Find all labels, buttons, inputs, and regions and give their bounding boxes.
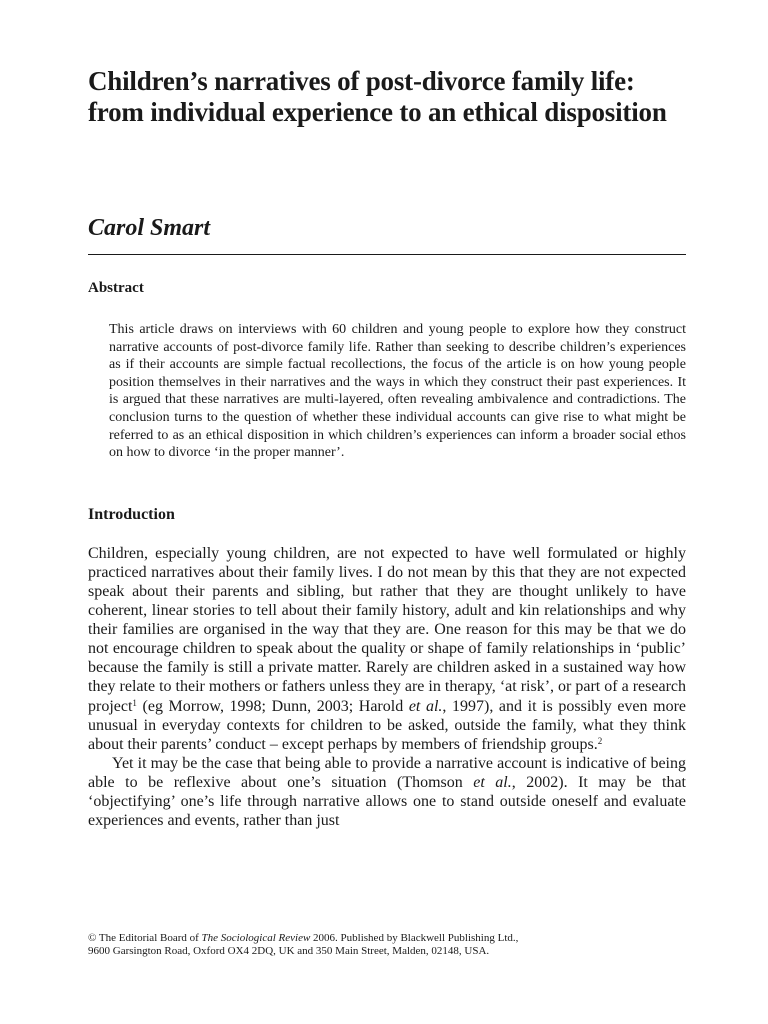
footer-line-2: 9600 Garsington Road, Oxford OX4 2DQ, UK and 350 Main Street, Malden, 02148, USA. (88, 944, 490, 957)
introduction-body (88, 544, 686, 830)
author-name: Carol Smart (88, 215, 211, 241)
footnote-marker-1: 1 (132, 697, 137, 708)
footnote-marker-2: 2 (597, 735, 603, 746)
paragraph-1-text-a: Children, especially young children, are not expected to have well formulated or highly practiced narratives about their family lives. I do not mean by this that they are not expected speak about their parents and sibling, but rather that they are thought unlikely to have coherent, linear stories to tell about their family history, adult and kin relationships and why their families are organised in the way that they are. One reason for this may be that we do not encourage children to speak about the quality or shape of family relationships in ‘public’ because the family is still a private matter. Rarely are children asked in a sustained way how they relate to their mothers or fathers unless they are in therapy, ‘at risk’, or part of a research project (88, 544, 686, 715)
paragraph-2-text-a: Yet it may be the case that being able to provide a narrative account is indicative of being able to be reflexive about one’s situation (Thomson (88, 754, 686, 791)
paragraph-1-text-b: (eg Morrow, 1998; Dunn, 2003; Harold (136, 697, 409, 715)
et-al-italic: et al. (473, 773, 512, 791)
footer-line-1 (88, 932, 688, 945)
introduction-heading: Introduction (88, 505, 175, 523)
article-page (88, 66, 686, 830)
abstract-heading: Abstract (88, 280, 144, 296)
paragraph-1-text-c: , 1997), and it is possibly even more unusual in everyday contexts for children to be asked, outside the family, what they think about their parents’ conduct – except perhaps by members of friendship groups. (88, 697, 686, 753)
footer-prefix: © The Editorial Board of (88, 932, 202, 944)
abstract-text: This article draws on interviews with 60 children and young people to explore how they construct narrative accounts of post-divorce family life. Rather than seeking to describe children’s experiences as if their accounts are simple factual recollections, the focus of the article is on how young people position themselves in their narratives and the ways in which they construct their past experiences. It is argued that these narratives are multi-layered, often revealing ambivalence and contradictions. The conclusion turns to the question of whether these individual accounts can give rise to what might be referred to as an ethical disposition in which children’s experiences can inform a broader social ethos on how to divorce ‘in the proper manner’. (109, 322, 686, 461)
title-divider (88, 254, 686, 255)
journal-name: The Sociological Review (201, 932, 311, 944)
paragraph-2-text-b: , 2002). It may be that ‘objectifying’ one’s life through narrative allows one to stand outside oneself and evaluate experiences and events, rather than just (88, 773, 686, 830)
copyright-footer (88, 932, 688, 957)
et-al-italic: et al. (408, 697, 443, 715)
paragraph-2 (88, 754, 686, 830)
article-title: Children’s narratives of post-divorce family life: from individual experience to an ethical disposition (88, 66, 667, 127)
paragraph-1 (88, 544, 686, 754)
footer-suffix: 2006. Published by Blackwell Publishing Ltd., (310, 932, 519, 944)
